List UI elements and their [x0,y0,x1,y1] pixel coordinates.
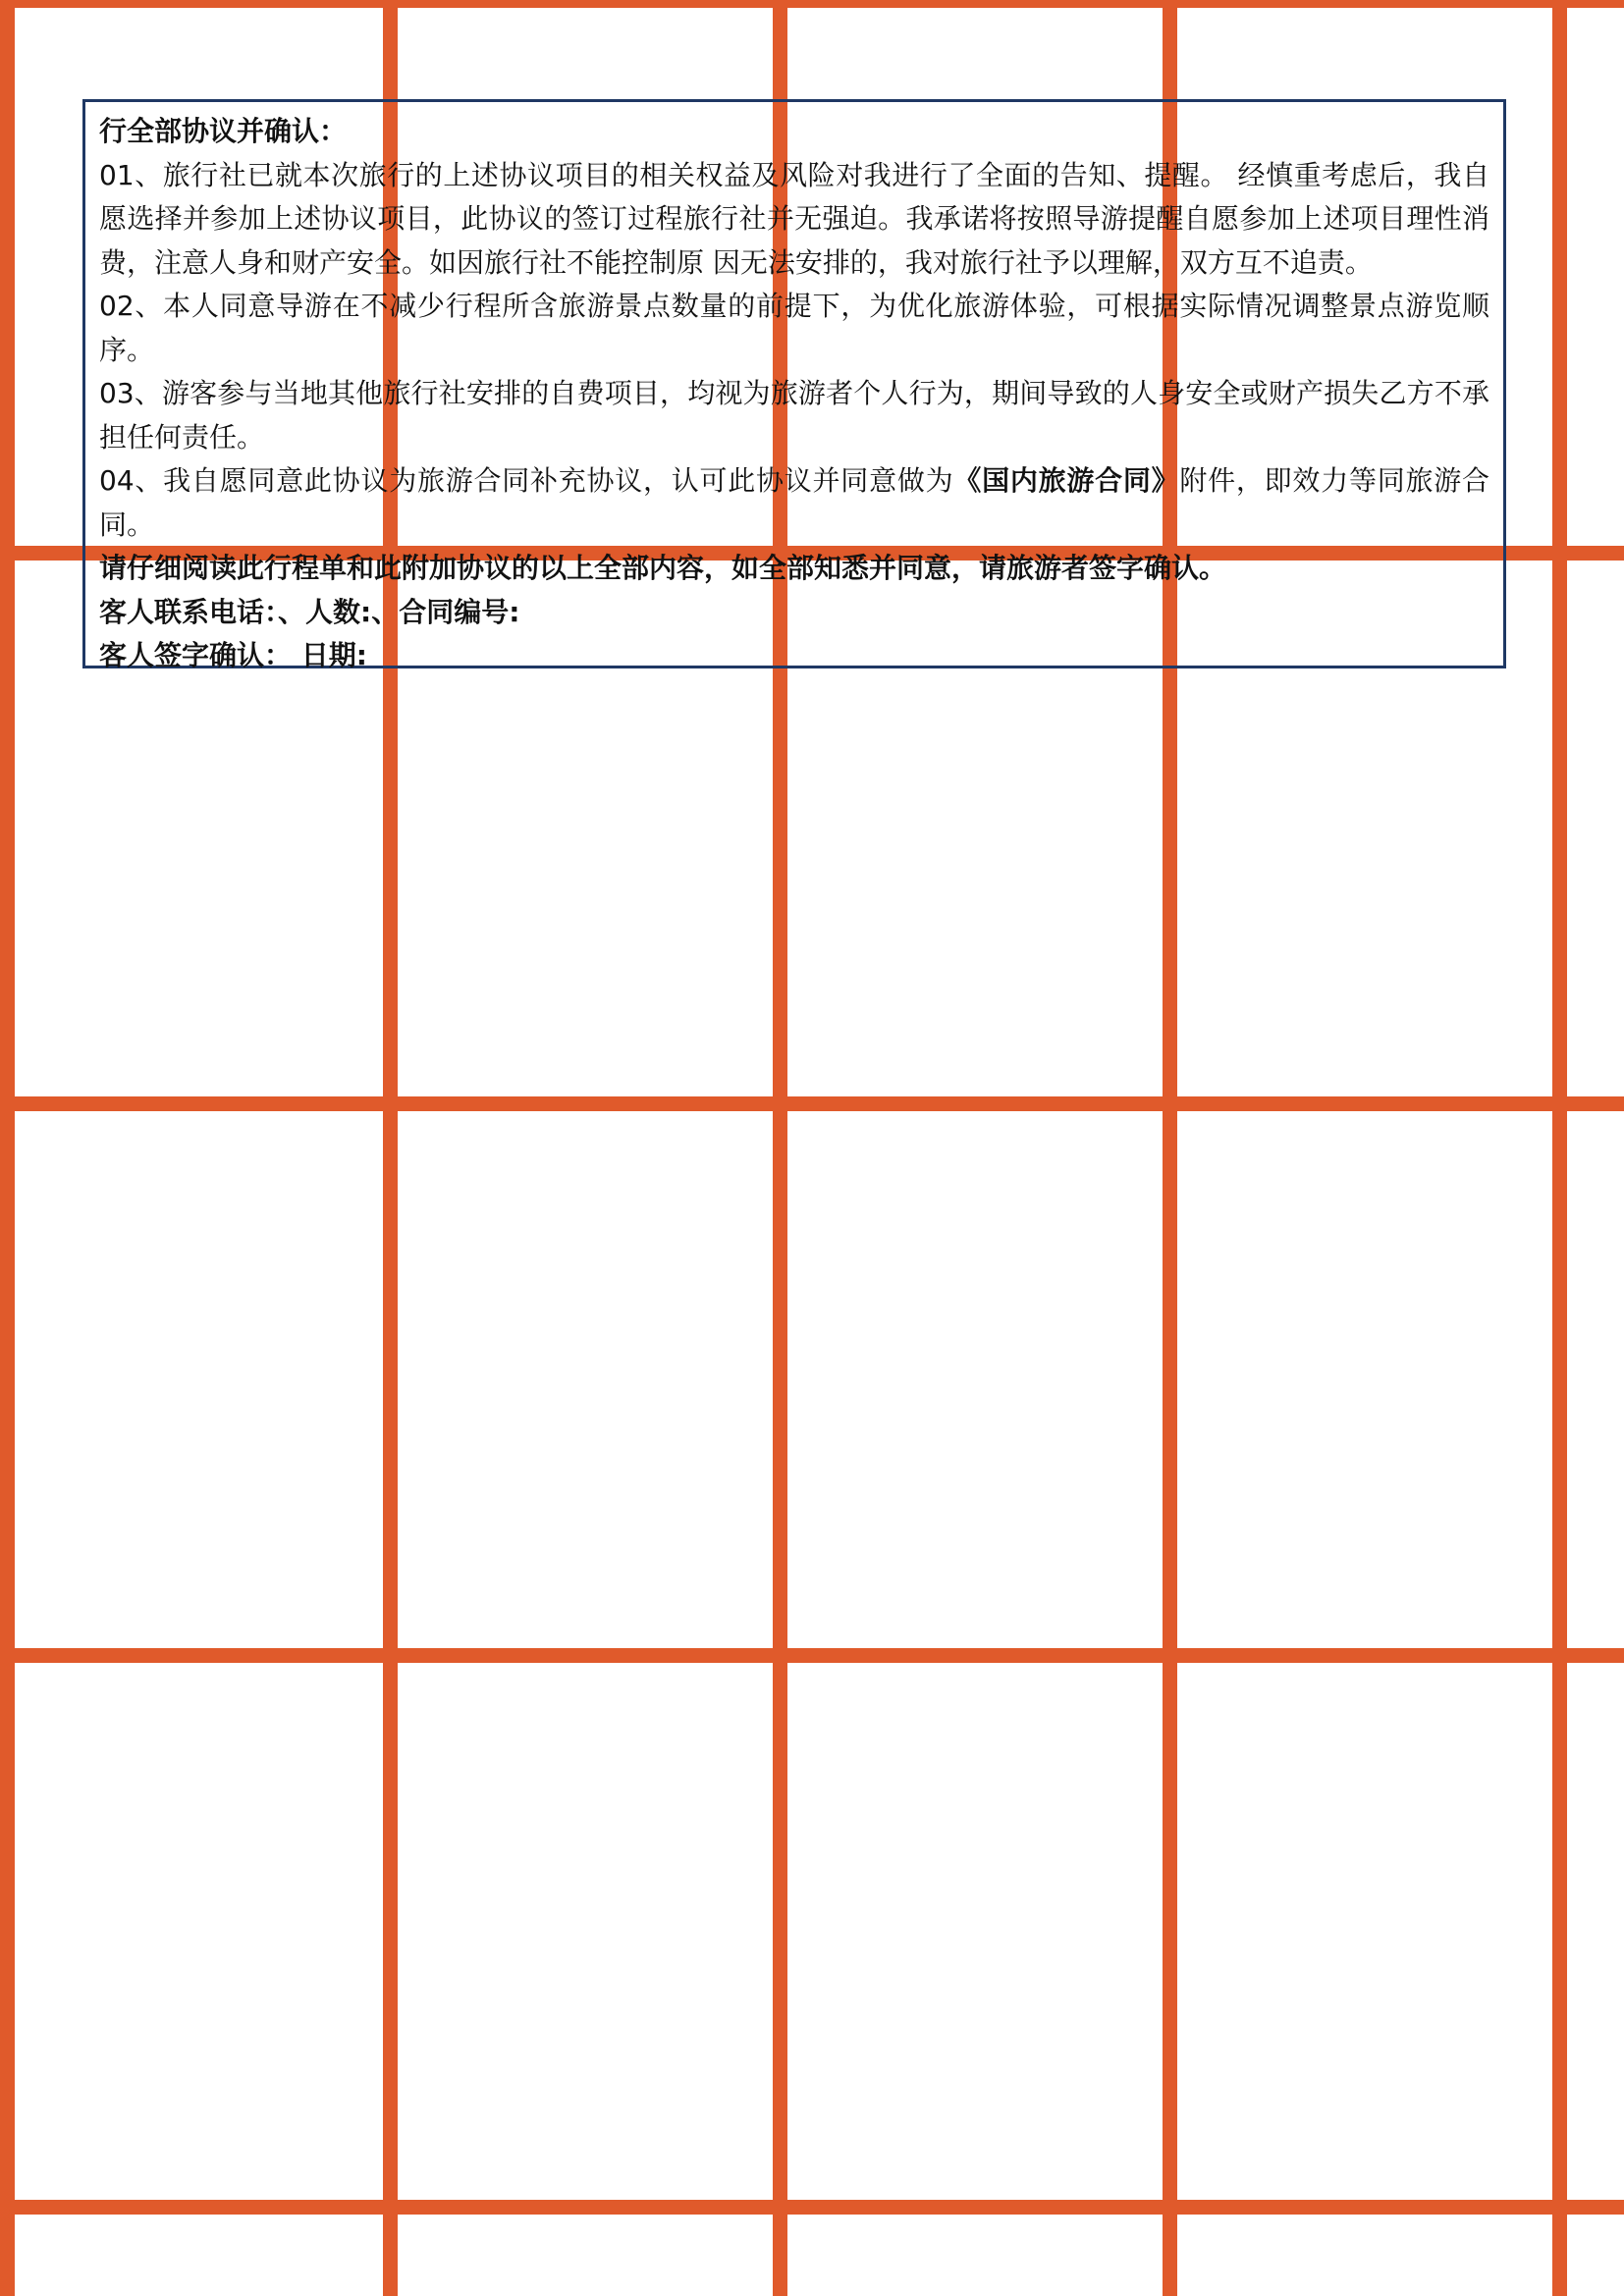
grid-line [1552,0,1567,2296]
agreement-heading: 行全部协议并确认： [99,115,348,147]
grid-line [0,2200,1624,2215]
agreement-item-04-prefix: 04、我自愿同意此协议为旅游合同补充协议，认可此协议并同意做为 [99,464,954,497]
agreement-box [82,99,1506,671]
agreement-item-01: 01、旅行社已就本次旅行的上述协议项目的相关权益及风险对我进行了全面的告知、提醒。 经慎重考虑后，我自愿选择并参加上述协议项目，此协议的签订过程旅行社并无强迫。我承诺将按照导游提醒自愿参加上述项目理性消费，注意人身和财产安全。如因旅行社不能控制原 因无法安排的，我对旅行社予以理解，双方互不追责。 [99,158,1489,279]
signature-line: 客人签字确认： 日期: [99,639,367,671]
confirmation-notice: 请仔细阅读此行程单和此附加协议的以上全部内容，如全部知悉并同意，请旅游者签字确认。 [99,552,1227,584]
agreement-item-04-suffix: 附件，即效力等同旅游合同。 [99,464,1489,541]
agreement-item-03: 03、游客参与当地其他旅行社安排的自费项目，均视为旅游者个人行为，期间导致的人身安全或财产损失乙方不承担任何责任。 [99,377,1489,454]
grid-line [0,1096,1624,1111]
contract-name: 《国内旅游合同》 [953,464,1180,497]
grid-line [0,0,1624,8]
contact-line: 客人联系电话：、人数:、合同编号: [99,595,520,628]
grid-line [0,1648,1624,1663]
agreement-item-02: 02、本人同意导游在不减少行程所含旅游景点数量的前提下，为优化旅游体验，可根据实际情况调整景点游览顺序。 [99,290,1489,366]
grid-line [0,0,15,2296]
agreement-item-04 [99,459,1489,547]
